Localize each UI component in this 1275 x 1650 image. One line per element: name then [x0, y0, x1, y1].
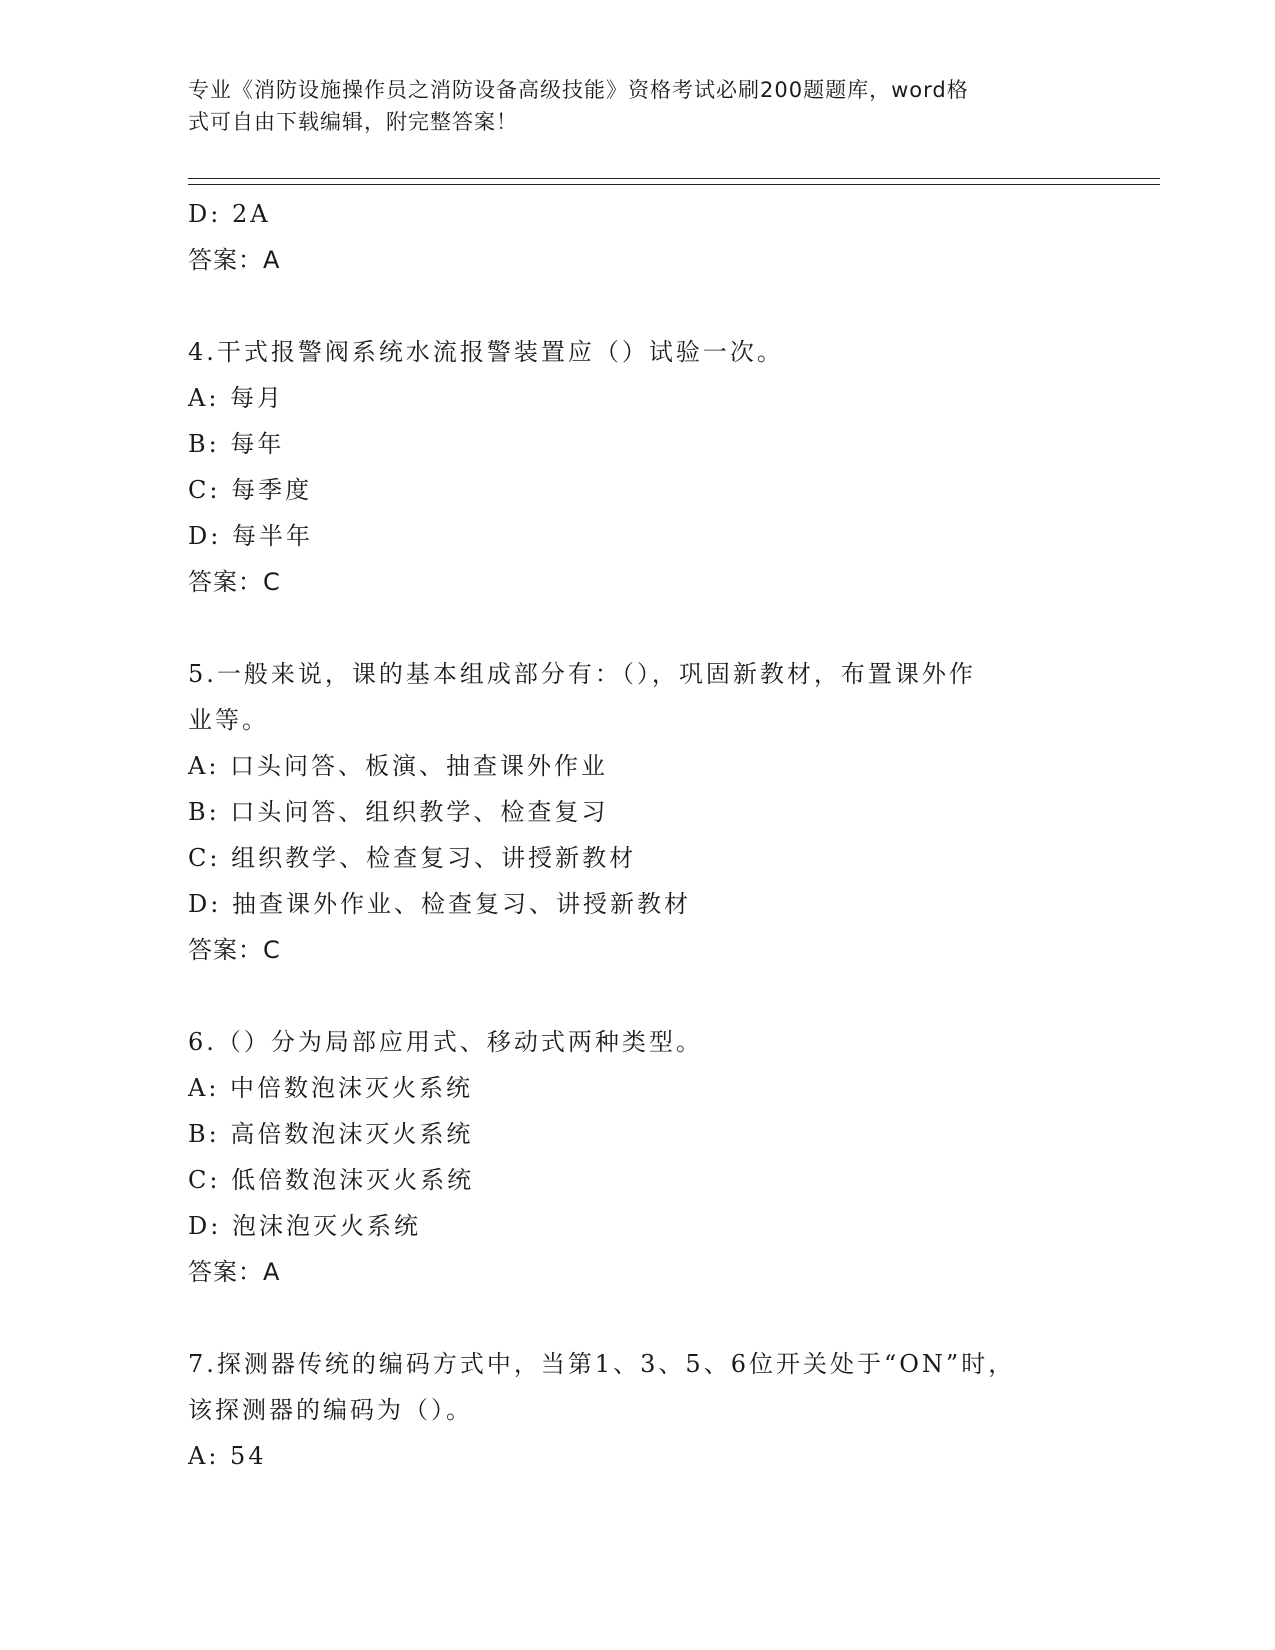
document-header: [188, 74, 1068, 138]
question-stem-line-2: 业等。: [188, 706, 269, 734]
option-b: B: 高倍数泡沫灭火系统: [188, 1120, 474, 1148]
answer: 答案：A: [188, 246, 281, 274]
answer: 答案：C: [188, 936, 281, 964]
option-a: A: 口头问答、板演、抽查课外作业: [188, 752, 609, 780]
answer: 答案：C: [188, 568, 281, 596]
option-a: A: 中倍数泡沫灭火系统: [188, 1074, 474, 1102]
header-rule-top: [188, 178, 1160, 179]
question-4: [188, 329, 1068, 605]
question-stem-line-2: 该探测器的编码为（）。: [188, 1396, 473, 1424]
option-c: C: 低倍数泡沫灭火系统: [188, 1166, 475, 1194]
option-d: D: 抽查课外作业、检查复习、讲授新教材: [188, 890, 691, 918]
option-d: D: 每半年: [188, 522, 313, 550]
question-stem: 4.干式报警阀系统水流报警装置应（）试验一次。: [188, 338, 784, 366]
header-line-2: 式可自由下载编辑，附完整答案！: [188, 110, 518, 134]
question-stem-line-1: 5.一般来说，课的基本组成部分有：（），巩固新教材，布置课外作: [188, 660, 976, 688]
header-line-1: 专业《消防设施操作员之消防设备高级技能》资格考试必刷200题题库，word格: [188, 78, 969, 102]
option-b: B: 口头问答、组织教学、检查复习: [188, 798, 609, 826]
option-a: A: 54: [188, 1442, 267, 1470]
option-b: B: 每年: [188, 430, 285, 458]
question-6: [188, 1019, 1068, 1295]
question-stem: 6.（）分为局部应用式、移动式两种类型。: [188, 1028, 703, 1056]
question-5: [188, 651, 1068, 973]
header-rule-bottom: [188, 184, 1160, 185]
option-d: D: 泡沫泡灭火系统: [188, 1212, 421, 1240]
question-3-tail: [188, 191, 1068, 283]
question-list: [188, 191, 1068, 1479]
option-c: C: 组织教学、检查复习、讲授新教材: [188, 844, 637, 872]
answer: 答案：A: [188, 1258, 281, 1286]
question-7: [188, 1341, 1068, 1479]
option-a: A: 每月: [188, 384, 285, 412]
option-d: D: 2A: [188, 200, 271, 228]
question-stem-line-1: 7.探测器传统的编码方式中，当第1、3、5、6位开关处于“ON”时，: [188, 1350, 1016, 1378]
option-c: C: 每季度: [188, 476, 313, 504]
